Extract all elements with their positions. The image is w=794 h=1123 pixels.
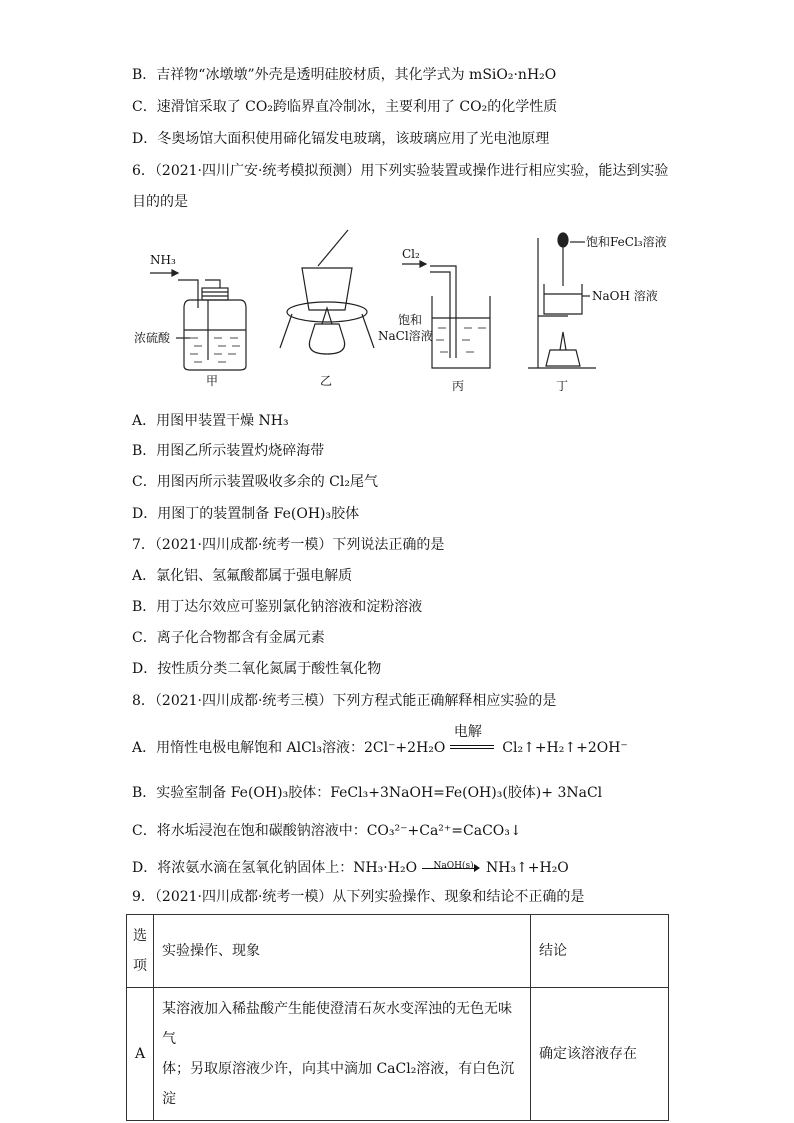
equation-a-right: Cl₂↑+H₂↑+2OH⁻	[502, 740, 628, 756]
option-b-q7: B．用丁达尔效应可鉴别氯化钠溶液和淀粉溶液	[132, 599, 423, 615]
apparatus-figure	[130, 228, 670, 398]
conc-acid-label: 浓硫酸	[134, 331, 171, 345]
naoh-condition: NaOH(s)	[433, 861, 474, 871]
label-bing: 丙	[452, 379, 465, 393]
option-a-q7: A．氯化铝、氢氟酸都属于强电解质	[132, 568, 353, 584]
option-b-q8: B．实验室制备 Fe(OH)₃胶体：FeCl₃+3NaOH=Fe(OH)₃(胶体)+ 3NaCl	[132, 785, 603, 801]
header-conclusion: 结论	[531, 915, 669, 988]
question-6-stem: 6．（2021·四川广安·统考模拟预测）用下列实验装置或操作进行相应实验，能达到实验	[132, 163, 669, 179]
question-8-stem: 8．（2021·四川成都·统考三模）下列方程式能正确解释相应实验的是	[132, 693, 557, 709]
option-a-q8	[132, 724, 628, 758]
option-c-q5: C．速滑馆采取了 CO₂跨临界直冷制冰，主要利用了 CO₂的化学性质	[132, 99, 558, 115]
table-row	[127, 988, 669, 1121]
option-c-q7: C．离子化合物都含有金属元素	[132, 630, 325, 646]
label-jia: 甲	[206, 374, 219, 388]
apparatus-jia	[134, 253, 246, 388]
label-ding: 丁	[556, 379, 569, 393]
equation-d-right: NH₃↑+H₂O	[485, 860, 569, 876]
table-header-row	[127, 915, 669, 988]
apparatus-ding	[528, 233, 667, 393]
question-6-stem-cont: 目的的是	[132, 194, 188, 210]
option-d-q5: D．冬奥场馆大面积使用碲化镉发电玻璃，该玻璃应用了光电池原理	[132, 131, 550, 147]
option-b-q6: B．用图乙所示装置灼烧碎海带	[132, 443, 325, 459]
nh3-label: NH₃	[150, 253, 176, 267]
reaction-arrow-naoh	[422, 858, 482, 878]
option-d-q6: D．用图丁的装置制备 Fe(OH)₃胶体	[132, 506, 360, 522]
header-option: 选项	[127, 915, 154, 988]
row-a-conclusion: 确定该溶液存在	[531, 988, 669, 1121]
option-a-q6: A．用图甲装置干燥 NH₃	[132, 413, 289, 429]
question-9-table	[126, 914, 669, 1121]
option-d-q7: D．按性质分类二氧化氮属于酸性氧化物	[132, 661, 382, 677]
nacl-solution-label: NaCl溶液	[378, 329, 433, 343]
row-a-operation-line2: 体；另取原溶液少许，向其中滴加 CaCl₂溶液，有白色沉淀	[162, 1061, 515, 1107]
question-9-stem: 9．（2021·四川成都·统考一模）从下列实验操作、现象和结论不正确的是	[132, 889, 585, 905]
row-a-option: A	[127, 988, 154, 1121]
option-d-q8	[132, 858, 569, 878]
saturated-label: 饱和	[398, 313, 423, 327]
label-yi: 乙	[320, 374, 333, 388]
apparatus-yi	[280, 230, 374, 388]
option-c-q6: C．用图丙所示装置吸收多余的 Cl₂尾气	[132, 474, 378, 490]
option-b-q5: B．吉祥物“冰墩墩”外壳是透明硅胶材质，其化学式为 mSiO₂·nH₂O	[132, 67, 557, 83]
row-a-operation	[154, 988, 531, 1121]
electrolysis-condition: 电解	[453, 724, 482, 740]
apparatus-bing	[378, 247, 490, 393]
naoh-label: NaOH 溶液	[592, 289, 658, 303]
reaction-arrow	[450, 724, 498, 758]
fecl3-label: 饱和FeCl₃溶液	[586, 235, 667, 249]
cl2-label: Cl₂	[402, 247, 420, 261]
equation-d-left: D．将浓氨水滴在氢氧化钠固体上：NH₃·H₂O	[132, 860, 418, 876]
row-a-operation-line1: 某溶液加入稀盐酸产生能使澄清石灰水变浑浊的无色无味气	[162, 1001, 512, 1047]
option-c-q8: C．将水垢浸泡在饱和碳酸钠溶液中：CO₃²⁻+Ca²⁺=CaCO₃↓	[132, 823, 522, 839]
header-operation: 实验操作、现象	[154, 915, 531, 988]
equation-a-left: A．用惰性电极电解饱和 AlCl₃溶液：2Cl⁻+2H₂O	[132, 740, 446, 756]
question-7-stem: 7．（2021·四川成都·统考一模）下列说法正确的是	[132, 537, 445, 553]
